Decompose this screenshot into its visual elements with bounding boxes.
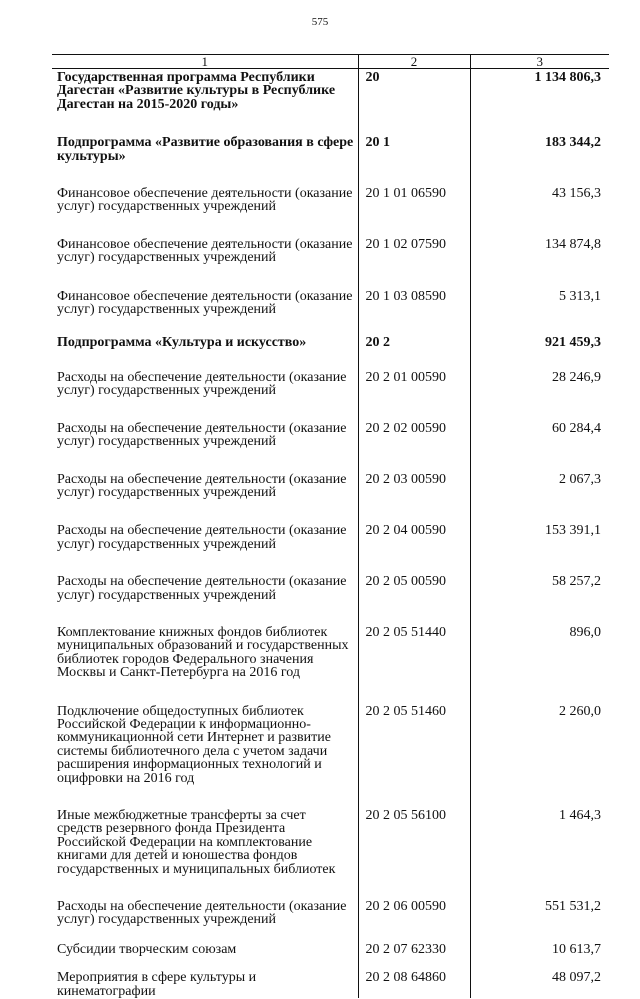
row-code: 20 2 05 56100 <box>358 807 470 898</box>
row-amount: 10 613,7 <box>470 941 609 969</box>
row-amount: 58 257,2 <box>470 573 609 624</box>
row-code: 20 2 06 00590 <box>358 898 470 941</box>
table-row <box>52 807 609 898</box>
row-name: Финансовое обеспечение деятельности (оказание услуг) государственных учреждений <box>57 186 353 215</box>
row-amount: 134 874,8 <box>470 236 609 288</box>
header-col-1: 1 <box>52 55 358 69</box>
row-name: Подпрограмма «Культура и искусство» <box>57 335 307 351</box>
row-amount: 60 284,4 <box>470 420 609 471</box>
table-row <box>52 624 609 703</box>
table-row <box>52 703 609 807</box>
row-code: 20 2 05 51440 <box>358 624 470 703</box>
row-amount: 921 459,3 <box>470 334 609 368</box>
row-code: 20 1 <box>358 134 470 185</box>
table-row <box>52 573 609 624</box>
row-name: Подключение общедоступных библиотек Российской Федерации к информационно-коммуникационной сети Интернет и развитие системы библиотечного дела с учетом задачи расширения информационных технологий и оцифровки на 2016 год <box>57 703 331 786</box>
row-name: Мероприятия в сфере культуры и кинематографии <box>57 970 257 999</box>
table-row <box>52 334 609 368</box>
row-code: 20 2 <box>358 334 470 368</box>
row-amount: 2 067,3 <box>470 471 609 523</box>
row-code: 20 2 08 64860 <box>358 969 470 998</box>
table-row <box>52 898 609 941</box>
table-row <box>52 185 609 236</box>
table-row <box>52 288 609 335</box>
table-row <box>52 236 609 288</box>
row-code: 20 2 05 00590 <box>358 573 470 624</box>
table-row <box>52 134 609 185</box>
row-amount: 1 134 806,3 <box>470 69 609 135</box>
row-code: 20 2 01 00590 <box>358 369 470 420</box>
row-code: 20 2 02 00590 <box>358 420 470 471</box>
row-amount: 551 531,2 <box>470 898 609 941</box>
table-row <box>52 69 609 135</box>
table-row <box>52 369 609 420</box>
row-amount: 5 313,1 <box>470 288 609 335</box>
row-name: Субсидии творческим союзам <box>57 941 237 957</box>
row-name: Подпрограмма «Развитие образования в сфере культуры» <box>57 135 354 164</box>
row-name: Финансовое обеспечение деятельности (оказание услуг) государственных учреждений <box>57 288 353 318</box>
budget-table <box>52 54 609 998</box>
row-code: 20 1 03 08590 <box>358 288 470 335</box>
row-name: Расходы на обеспечение деятельности (оказание услуг) государственных учреждений <box>57 574 347 603</box>
row-amount: 153 391,1 <box>470 522 609 573</box>
table-row <box>52 420 609 471</box>
table-row <box>52 941 609 969</box>
page-number: 575 <box>311 16 329 28</box>
table-header <box>52 55 609 69</box>
row-name: Финансовое обеспечение деятельности (оказание услуг) государственных учреждений <box>57 236 353 266</box>
row-code: 20 1 01 06590 <box>358 185 470 236</box>
row-amount: 43 156,3 <box>470 185 609 236</box>
row-code: 20 <box>358 69 470 135</box>
row-amount: 1 464,3 <box>470 807 609 898</box>
row-code: 20 2 04 00590 <box>358 522 470 573</box>
row-amount: 28 246,9 <box>470 369 609 420</box>
table-row <box>52 471 609 523</box>
row-name: Расходы на обеспечение деятельности (оказание услуг) государственных учреждений <box>57 420 347 450</box>
row-code: 20 2 03 00590 <box>358 471 470 523</box>
header-col-3: 3 <box>470 55 609 69</box>
row-amount: 183 344,2 <box>470 134 609 185</box>
table-row <box>52 969 609 998</box>
header-col-2: 2 <box>358 55 470 69</box>
row-name: Расходы на обеспечение деятельности (оказание услуг) государственных учреждений <box>57 899 347 928</box>
row-code: 20 2 05 51460 <box>358 703 470 807</box>
row-name: Комплектование книжных фондов библиотек муниципальных образований и государственных библиотек городов Федерального значения Москвы и Санкт-Петербурга на 2016 год <box>57 624 349 681</box>
row-code: 20 2 07 62330 <box>358 941 470 969</box>
row-name: Иные межбюджетные трансферты за счет средств резервного фонда Президента Российской Федерации на комплектование книгами для детей и юношества фондов государственных и муниципальных библиотек <box>57 808 336 877</box>
row-amount: 48 097,2 <box>470 969 609 998</box>
row-amount: 2 260,0 <box>470 703 609 807</box>
row-code: 20 1 02 07590 <box>358 236 470 288</box>
row-name: Расходы на обеспечение деятельности (оказание услуг) государственных учреждений <box>57 471 347 500</box>
table-body <box>52 69 609 999</box>
row-name: Расходы на обеспечение деятельности (оказание услуг) государственных учреждений <box>57 369 347 399</box>
row-amount: 896,0 <box>470 624 609 703</box>
table-row <box>52 522 609 573</box>
row-name: Расходы на обеспечение деятельности (оказание услуг) государственных учреждений <box>57 523 347 552</box>
row-name: Государственная программа Республики Дагестан «Развитие культуры в Республике Дагестан на 2015-2020 годы» <box>57 70 336 112</box>
